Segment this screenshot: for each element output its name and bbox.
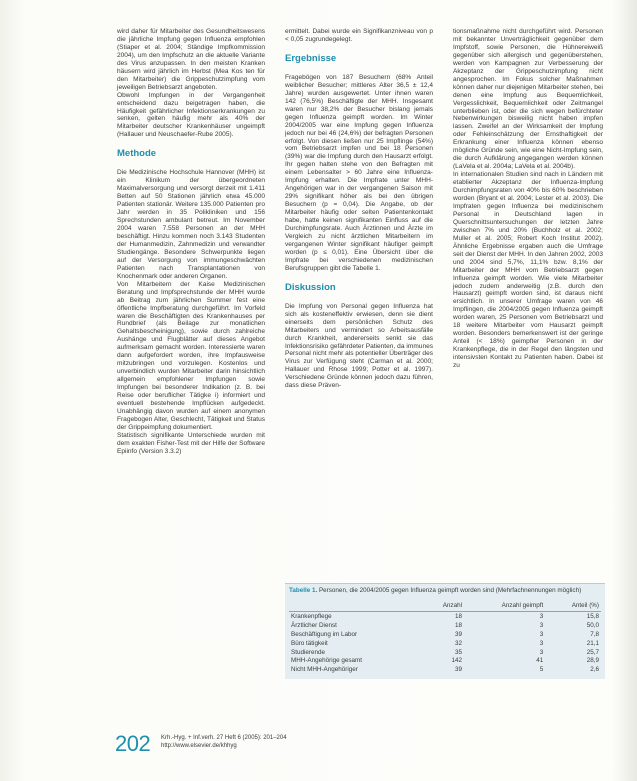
table-cell: 142 [451, 657, 462, 665]
table-header-row [289, 598, 601, 612]
paragraph: Von Mitarbeitern der Kaise Medizinischen Beratung und Impfsprechstunde der MHH wurde ab Beitrag zum jährlichen Summer fest eine öffentliche Impfberatung durchgeführt. Im Vorfeld waren die Beschäftigten des Krankenhauses per Rundbrief (als Beilage zur monatlichen Gehaltsbescheinigung), sowie durch zahlreiche Aushänge und Flugblätter auf dieses Angebot aufmerksam gemacht worden. Interessierte waren dann aufgefordert worden, ihre Impfausweise mitzubringen und vorzulegen. Kostenlos und unverbindlich wurden Mitarbeiter darin hinsichtlich allgemein empfohlener Impfungen sowie Impfungen bei besonderer Indikation (z. B. bei Reise oder beruflicher Tätigke i) informiert und eventuell bestehende Impflücken aufgedeckt. Unabhängig davon wurden auf einem anonymen Fragebogen Alter, Geschlecht, Tätigkeit und Status der Grippeimpfung dokumentiert. [117, 280, 265, 431]
table-row [289, 612, 601, 621]
table-cell: 3 [539, 621, 544, 629]
table-cell: 28,9 [586, 657, 599, 665]
paragraph: Statistisch signifikante Unterschiede wurden mit dem exakten Fisher-Test mit der Hilfe der Software Epiinfo (Version 3.3.2) [117, 431, 265, 455]
column-header: Anzahl [423, 598, 464, 612]
section-heading-results: Ergebnisse [285, 52, 337, 64]
table-row [289, 639, 601, 648]
paragraph: Die Impfung von Personal gegen Influenza hat sich als kosteneffektiv erwiesen, denn sie dient einerseits dem persönlichen Schutz des Mitarbeiters und vermindert so Arbeitsausfälle durch Krankheit, andererseits senkt sie das Infektionsrisiko gefährdeter Patienten, da immunes Personal nicht mehr als potentieller Überträger des Virus zur Verfügung steht (Carman et al. 2000; Hallauer und Rhose 1999; Potter et al. 1997). Verschiedene Gründe können jedoch dazu führen, dass diese Präven- [285, 302, 433, 390]
text-column-middle [285, 28, 433, 390]
paragraph: tionsmaßnahme nicht durchgeführt wird. Personen mit bekannter Unverträglichkeit gegenüber dem Impfstoff, sowie Personen, die Hühnereiweiß gegenüber sich allergisch und gegenüberstehen, werden von Kampagnen zur Verbesserung der Akzeptanz der Grippeschutzimpfung nicht angesprochen. Im Fokus solcher Maßnahmen können daher nur diejenigen Mitarbeiter stehen, bei denen eine Impfung aus Bequemlichkeit, Vergesslichkeit, Bequemlichkeit oder Zeitmangel unterblieben ist, oder die sich wegen befürchteter Nebenwirkungen bisweilig nicht haben impfen lassen. Zweifel an der Wirksamkeit der Impfung oder Fehleinschätzung der Ernsthaftigkeit der Erkrankung einer Influenza können ebenso mögliche Gründe sein, wie eine Nicht-Impfung sein, die durch Aufklärung angegangen werden können (LaVela et al. 2004a; LaVela et al. 2004b). [453, 28, 603, 171]
table-row [289, 648, 601, 657]
table-cell: 15,8 [586, 613, 599, 620]
vaccination-table [289, 598, 601, 675]
table-row [289, 666, 601, 675]
table-cell: 41 [536, 657, 544, 665]
table-1-box [285, 583, 605, 679]
table-cell: Beschäftigung im Labor [291, 630, 358, 638]
table-cell: 21,1 [586, 639, 599, 647]
journal-url: http://www.elsevier.de/khhyg [161, 742, 237, 749]
paragraph: Die Medizinische Hochschule Hannover (MHH) ist ein Klinikum der übergeordneten Maximalversorgung und versorgt derzeit mit 1.411 Betten auf 50 Stationen jährlich etwa 45.000 Patienten stationär. Weitere 135.000 Patienten pro Jahr werden in 35 Polikliniken und 156 Sprechstunden ambulant betreut. Im November 2004 waren 7.558 Personen an der MHH beschäftigt. Hinzu kommen noch 3.143 Studenten der Humanmedizin, Zahnmedizin und verwandter Studiengänge. Besondere Schwerpunkte liegen auf der Versorgung von immungeschwächten Patienten nach Transplantationen von Knochenmark oder anderen Organen. [117, 169, 265, 280]
table-caption-label: Tabelle 1. [289, 587, 318, 594]
column-header: Anteil (%) [545, 598, 601, 612]
paragraph: Fragebögen von 187 Besuchern (68% Anteil weiblicher Besucher; mittleres Alter 36,5 ± 12,4 Jahre) wurden ausgewertet. Unter ihnen waren 142 (76,5%) Beschäftigte der MHH. Insgesamt waren nur 38,2% der Besucher bislang jemals gegen Influenza geimpft worden. Im Winter 2004/2005 war eine Impfung gegen Influenza jedoch nur bei 46 (24,6%) der befragten Personen erfolgt. Von diesen ließen nur 25 Impflinge (54%) vom Betriebsarzt impfen und bei 18 Personen (39%) war die Impfung durch den Hausarzt erfolgt. Ihr gegen halten stehe von den Befragten mit einem Lebensalter > 60 Jahre eine Influenza-Impfung erhalten. Die Impfrate unter MHH-Angehörigen war in der vergangenen Saison mit 29% signifikant höher als bei den übrigen Besuchern (p = 0,04). Die Angabe, ob der Mitarbeiter häufig oder selten Patientenkontakt habe, hatte keinen signifikanten Einfluss auf die Durchimpfungsrate. Auch Ärztinnen und Ärzte im Vergleich zu nicht ärztlichen Mitarbeitern im vergangenen Winter signifikant häufiger geimpft worden (p ≤ 0,01). Eine Übersicht über die Impfrate bei verschiedenen medizinischen Berufsgruppen gibt die Tabelle 1. [285, 73, 433, 272]
column-header: Anzahl geimpft [464, 598, 545, 612]
table-cell: 25,7 [586, 648, 599, 656]
text-column-right [453, 28, 603, 370]
table-caption-text: Personen, die 2004/2005 gegen Influenza geimpft worden sind (Mehrfachnennungen möglich) [318, 587, 582, 594]
section-heading-methods: Methode [117, 148, 157, 160]
paragraph: ermittelt. Dabei wurde ein Signifikanzniveau von p < 0,05 zugrundegelegt. [285, 28, 433, 43]
table-cell: Studierende [291, 648, 325, 656]
paragraph: In internationalen Studien sind nach in Ländern mit etablierter Akzeptanz der Influenza-Impfung Durchimpfungsraten von 40% bis 60% beschrieben worden (Bryant et al. 2004; Lester et al. 2003). Die Impfraten gegen Influenza bei medizinischem Personal in Deutschland lagen in Querschnittsuntersuchungen der letzten Jahre zwischen 7% und 20% (Buchholz et al. 2002; Muller et al. 2005; Robert Koch Institut 2002). Ähnliche Ergebnisse ergaben auch die Umfrage seit der Dienst der MHH. In den Jahren 2002, 2003 und 2004 sind 5,7%, 11,1% bzw. 8,1% der Mitarbeiter der MHH vom Betriebsarzt gegen Influenza geimpft worden. Wie viele Mitarbeiter jedoch zudem anderweitig (z.B. durch den Hausarzt) geimpft worden sind, ist daraus nicht ersichtlich. In unserer Umfrage waren von 46 Impflingen, die 2004/2005 gegen Influenza geimpft worden waren, 25 Personen vom Betriebsarzt und 18 weitere Mitarbeiter vom Hausarzt geimpft worden. Besonders bemerkenswert ist der geringe Anteil (< 18%) geimpfter Personen in der Krankenpflege, die in der Regel den längsten und intensivsten Kontakt zu Patienten haben. Dabei ist zu [453, 171, 603, 370]
table-cell: MHH-Angehörige gesamt [291, 657, 363, 665]
table-cell: Krankenpflege [291, 613, 332, 620]
table-row [289, 657, 601, 666]
table-cell: 7,8 [590, 630, 599, 638]
table-cell: 32 [454, 639, 462, 647]
table-cell: Nicht MHH-Angehöriger [291, 666, 358, 674]
table-cell: 3 [539, 630, 544, 638]
column-header [289, 598, 423, 612]
page-number: 202 [115, 731, 151, 756]
table-caption [289, 587, 601, 595]
paragraph: Obwohl Impfungen in der Vergangenheit entscheidend dazu beigetragen haben, die Häufigkeit gefährlicher Infektionserkrankungen zu senken, gelten häufig mehr als 40% der Mitarbeiter deutscher Krankenhäuser ungeimpft (Hallauer und Neuschaefer-Rube 2005). [117, 91, 265, 139]
table-cell: 3 [539, 639, 544, 647]
table-cell: 3 [539, 648, 544, 656]
journal-citation: Krh.-Hyg. + Inf.verh. 27 Heft 6 (2005): 201–204 [161, 735, 287, 741]
journal-reference [161, 735, 287, 750]
table-cell: 2,6 [590, 666, 599, 674]
table-cell: 39 [454, 630, 462, 638]
table-cell: 39 [454, 666, 462, 674]
table-cell: Ärztlicher Dienst [291, 621, 337, 629]
table-cell: 5 [539, 666, 544, 674]
table-cell: 18 [454, 621, 462, 629]
table-cell: 35 [454, 648, 462, 656]
paragraph: wird daher für Mitarbeiter des Gesundheitswesens die jährliche Impfung gegen Influenza empfohlen (Stiaper et al. 2004; Ständige Impfkommission 2004), um den Impfschutz an die aktuelle Variante des Virus anzupassen. In den meisten Kranken häusern wird jährlich im Herbst (Mea Kos ten für den Mitarbeiter) die Grippeschutzimpfung vom jeweiligen Betriebsarzt angeboten. [117, 28, 265, 91]
table-cell: 3 [539, 613, 544, 620]
text-column-left [117, 28, 265, 456]
section-heading-discussion: Diskussion [285, 281, 336, 293]
table-row [289, 621, 601, 630]
table-row [289, 630, 601, 639]
table-cell: Büro tätigkeit [291, 639, 328, 647]
table-cell: 50,0 [586, 621, 599, 629]
table-cell: 18 [454, 613, 462, 620]
